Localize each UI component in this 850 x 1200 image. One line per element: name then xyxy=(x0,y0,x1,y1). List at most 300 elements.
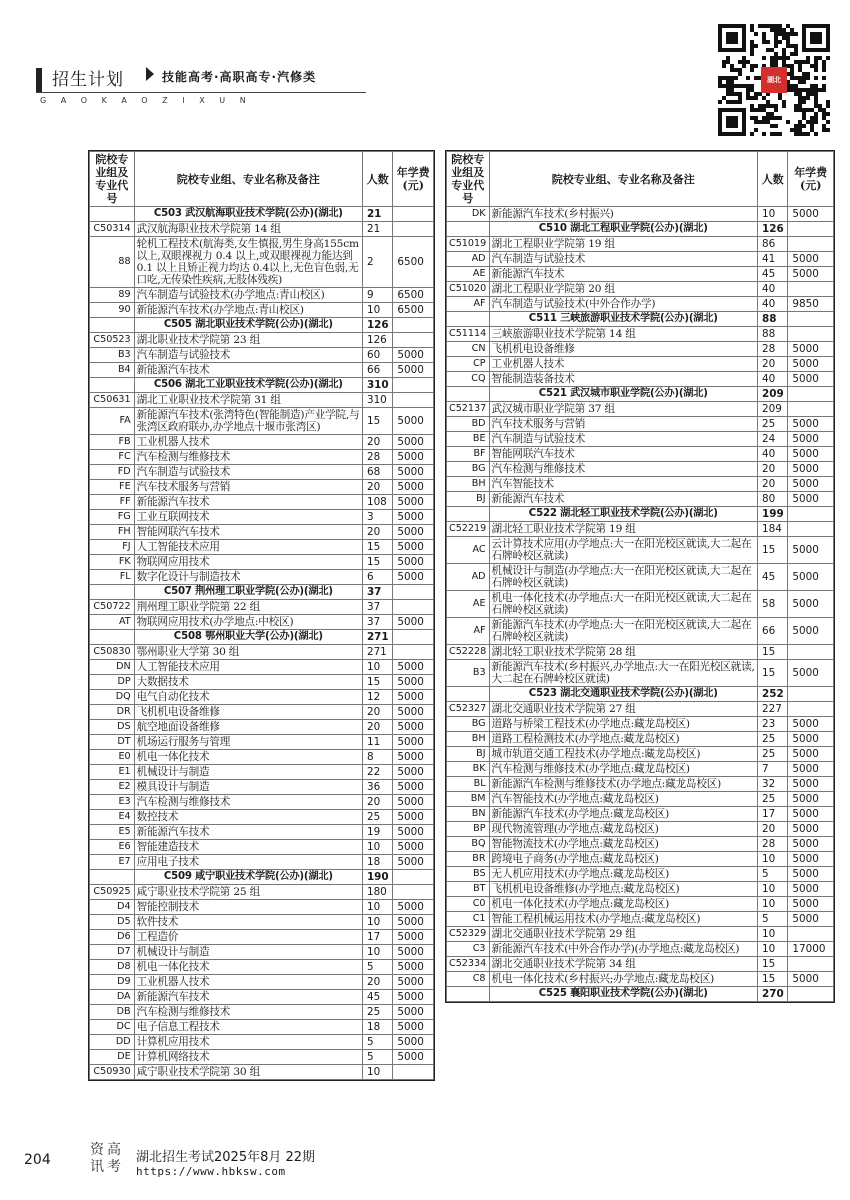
name-cell: 机场运行服务与管理 xyxy=(134,735,362,750)
name-cell: C525 襄阳职业技术学院(公办)(湖北) xyxy=(489,987,757,1002)
code-cell: FE xyxy=(90,480,135,495)
code-cell: D9 xyxy=(90,975,135,990)
code-cell: AE xyxy=(447,591,490,618)
publication-title: 湖北招生考试2025年8月 22期 xyxy=(136,1150,316,1165)
code-cell: CP xyxy=(447,357,490,372)
major-row xyxy=(90,795,434,810)
name-cell: 机电一体化技术(办学地点:藏龙岛校区) xyxy=(489,897,757,912)
name-cell: 机械设计与制造 xyxy=(134,765,362,780)
fee-cell: 5000 xyxy=(788,342,834,357)
major-row xyxy=(90,510,434,525)
fee-cell: 5000 xyxy=(393,915,434,930)
count-cell: 40 xyxy=(758,372,788,387)
code-cell xyxy=(447,222,490,237)
fee-cell: 5000 xyxy=(788,837,834,852)
fee-cell: 5000 xyxy=(788,972,834,987)
name-cell: 新能源汽车技术(中外合作办学)(办学地点:藏龙岛校区) xyxy=(489,942,757,957)
group-row xyxy=(447,522,834,537)
fee-cell: 5000 xyxy=(393,435,434,450)
major-row xyxy=(90,780,434,795)
count-cell: 180 xyxy=(362,885,392,900)
fee-cell: 5000 xyxy=(393,525,434,540)
code-cell: BJ xyxy=(447,492,490,507)
major-row xyxy=(447,477,834,492)
fee-cell xyxy=(393,630,434,645)
fee-cell xyxy=(788,222,834,237)
code-cell: DP xyxy=(90,675,135,690)
major-row xyxy=(447,660,834,687)
name-cell: 数字化设计与制造技术 xyxy=(134,570,362,585)
code-cell: C50925 xyxy=(90,885,135,900)
code-cell: C52327 xyxy=(447,702,490,717)
fee-cell: 5000 xyxy=(788,882,834,897)
code-cell: AT xyxy=(90,615,135,630)
fee-cell: 5000 xyxy=(393,495,434,510)
name-cell: 数控技术 xyxy=(134,810,362,825)
major-row xyxy=(447,618,834,645)
code-cell: FH xyxy=(90,525,135,540)
name-cell: 道路与桥梁工程技术(办学地点:藏龙岛校区) xyxy=(489,717,757,732)
code-cell: DS xyxy=(90,720,135,735)
group-row xyxy=(447,237,834,252)
fee-cell: 5000 xyxy=(393,1005,434,1020)
count-cell: 20 xyxy=(362,720,392,735)
count-cell: 37 xyxy=(362,585,392,600)
fee-cell: 5000 xyxy=(788,852,834,867)
header-count: 人数 xyxy=(362,152,392,207)
count-cell: 20 xyxy=(362,795,392,810)
major-row xyxy=(90,435,434,450)
count-cell: 37 xyxy=(362,600,392,615)
count-cell: 88 xyxy=(758,327,788,342)
name-cell: 模具设计与制造 xyxy=(134,780,362,795)
group-row xyxy=(90,393,434,408)
code-cell: C8 xyxy=(447,972,490,987)
fee-cell: 5000 xyxy=(788,717,834,732)
fee-cell xyxy=(393,393,434,408)
code-cell xyxy=(447,987,490,1002)
code-cell: C51020 xyxy=(447,282,490,297)
major-row xyxy=(90,660,434,675)
name-cell: 新能源汽车技术(张湾特色(智能制造)产业学院,与张湾区政府联办,办学地点十堰市张湾区) xyxy=(134,408,362,435)
name-cell: 汽车制造与试验技术 xyxy=(489,432,757,447)
group-row xyxy=(90,1065,434,1080)
major-row xyxy=(447,717,834,732)
table-body-right xyxy=(447,207,834,1002)
fee-cell: 5000 xyxy=(788,591,834,618)
name-cell: 跨境电子商务(办学地点:藏龙岛校区) xyxy=(489,852,757,867)
name-cell: C505 湖北职业技术学院(公办)(湖北) xyxy=(134,318,362,333)
code-cell: BR xyxy=(447,852,490,867)
school-row xyxy=(447,687,834,702)
major-row xyxy=(90,735,434,750)
name-cell: 应用电子技术 xyxy=(134,855,362,870)
count-cell: 20 xyxy=(362,705,392,720)
fee-cell: 5000 xyxy=(788,732,834,747)
code-cell: E0 xyxy=(90,750,135,765)
group-row xyxy=(90,645,434,660)
school-row xyxy=(90,630,434,645)
qr-badge: 湖北 xyxy=(761,67,787,93)
code-cell: D5 xyxy=(90,915,135,930)
count-cell: 7 xyxy=(758,762,788,777)
count-cell: 17 xyxy=(362,930,392,945)
table-header-row xyxy=(90,152,434,207)
code-cell: BL xyxy=(447,777,490,792)
count-cell: 2 xyxy=(362,237,392,288)
major-row xyxy=(90,855,434,870)
major-row xyxy=(447,432,834,447)
major-row xyxy=(90,810,434,825)
code-cell xyxy=(90,378,135,393)
school-row xyxy=(90,870,434,885)
count-cell: 8 xyxy=(362,750,392,765)
school-row xyxy=(90,378,434,393)
fee-cell xyxy=(393,600,434,615)
name-cell: 机电一体化技术 xyxy=(134,750,362,765)
triangle-icon xyxy=(146,67,154,81)
count-cell: 10 xyxy=(758,882,788,897)
fee-cell: 5000 xyxy=(393,810,434,825)
fee-cell xyxy=(788,927,834,942)
fee-cell: 5000 xyxy=(788,417,834,432)
name-cell: 湖北工业职业技术学院第 31 组 xyxy=(134,393,362,408)
publication-url[interactable]: https://www.hbksw.com xyxy=(136,1165,286,1178)
count-cell: 22 xyxy=(362,765,392,780)
code-cell: DC xyxy=(90,1020,135,1035)
major-row xyxy=(90,495,434,510)
fee-cell: 5000 xyxy=(393,540,434,555)
major-row xyxy=(447,417,834,432)
name-cell: 现代物流管理(办学地点:藏龙岛校区) xyxy=(489,822,757,837)
code-cell: C3 xyxy=(447,942,490,957)
code-cell: BP xyxy=(447,822,490,837)
fee-cell: 5000 xyxy=(788,267,834,282)
code-cell: AD xyxy=(447,564,490,591)
name-cell: 机械设计与制造(办学地点:大一在阳光校区就读,大二起在石牌岭校区就读) xyxy=(489,564,757,591)
name-cell: C503 武汉航海职业技术学院(公办)(湖北) xyxy=(134,207,362,222)
major-row xyxy=(447,882,834,897)
table-body-left xyxy=(90,207,434,1080)
fee-cell xyxy=(393,378,434,393)
code-cell: AD xyxy=(447,252,490,267)
count-cell: 15 xyxy=(758,972,788,987)
count-cell: 10 xyxy=(362,660,392,675)
count-cell: 310 xyxy=(362,378,392,393)
fee-cell: 5000 xyxy=(393,615,434,630)
count-cell: 15 xyxy=(362,540,392,555)
name-cell: 新能源汽车技术 xyxy=(134,825,362,840)
code-cell: FG xyxy=(90,510,135,525)
count-cell: 45 xyxy=(758,564,788,591)
count-cell: 10 xyxy=(758,897,788,912)
major-row xyxy=(90,540,434,555)
count-cell: 40 xyxy=(758,297,788,312)
name-cell: 汽车制造与试验技术 xyxy=(134,465,362,480)
fee-cell xyxy=(393,585,434,600)
count-cell: 20 xyxy=(362,480,392,495)
name-cell: 飞机机电设备维修 xyxy=(134,705,362,720)
group-row xyxy=(447,327,834,342)
code-cell: BS xyxy=(447,867,490,882)
section-header xyxy=(36,58,376,104)
code-cell: AF xyxy=(447,618,490,645)
major-row xyxy=(90,990,434,1005)
count-cell: 25 xyxy=(758,792,788,807)
major-row xyxy=(447,372,834,387)
name-cell: 咸宁职业技术学院第 30 组 xyxy=(134,1065,362,1080)
name-cell: 工业机器人技术 xyxy=(134,435,362,450)
major-row xyxy=(90,615,434,630)
name-cell: 智能网联汽车技术 xyxy=(134,525,362,540)
count-cell: 209 xyxy=(758,402,788,417)
major-row xyxy=(90,1035,434,1050)
count-cell: 25 xyxy=(362,1005,392,1020)
major-row xyxy=(90,705,434,720)
name-cell: 新能源汽车技术 xyxy=(134,495,362,510)
section-title: 招生计划 xyxy=(52,70,124,90)
count-cell: 15 xyxy=(362,555,392,570)
fee-cell: 5000 xyxy=(788,564,834,591)
name-cell: 人工智能技术应用 xyxy=(134,540,362,555)
name-cell: 湖北交通职业技术学院第 29 组 xyxy=(489,927,757,942)
name-cell: 湖北交通职业技术学院第 27 组 xyxy=(489,702,757,717)
major-row xyxy=(90,480,434,495)
fee-cell xyxy=(393,1065,434,1080)
fee-cell: 5000 xyxy=(788,252,834,267)
count-cell: 20 xyxy=(758,357,788,372)
code-cell: D7 xyxy=(90,945,135,960)
code-cell xyxy=(90,630,135,645)
code-cell: BQ xyxy=(447,837,490,852)
name-cell: 轮机工程技术(航海类,女生慎报,男生身高155cm 以上,双眼裸视力 0.4 以上,或双眼裸视力能达到 0.1 以上且矫正视力均达 0.4以上,无色盲色弱,无口吃,无传染性疾病,无肢体残疾) xyxy=(134,237,362,288)
fee-cell: 5000 xyxy=(393,465,434,480)
major-row xyxy=(447,207,834,222)
header-name: 院校专业组、专业名称及备注 xyxy=(489,152,757,207)
code-cell: BN xyxy=(447,807,490,822)
name-cell: 汽车检测与维修技术 xyxy=(134,795,362,810)
code-cell: AF xyxy=(447,297,490,312)
name-cell: 智能建造技术 xyxy=(134,840,362,855)
fee-cell: 6500 xyxy=(393,303,434,318)
major-row xyxy=(90,1005,434,1020)
count-cell: 24 xyxy=(758,432,788,447)
school-row xyxy=(90,318,434,333)
major-row xyxy=(90,450,434,465)
code-cell xyxy=(447,387,490,402)
code-cell: C52137 xyxy=(447,402,490,417)
count-cell: 199 xyxy=(758,507,788,522)
major-row xyxy=(90,960,434,975)
fee-cell: 5000 xyxy=(788,618,834,645)
table-header-row xyxy=(447,152,834,207)
major-row xyxy=(90,915,434,930)
count-cell: 80 xyxy=(758,492,788,507)
fee-cell: 5000 xyxy=(393,735,434,750)
name-cell: 汽车技术服务与营销 xyxy=(134,480,362,495)
header-divider xyxy=(36,92,366,93)
page-number: 204 xyxy=(24,1152,51,1168)
fee-cell xyxy=(788,312,834,327)
code-cell: E7 xyxy=(90,855,135,870)
name-cell: C521 武汉城市职业学院(公办)(湖北) xyxy=(489,387,757,402)
school-row xyxy=(447,507,834,522)
code-cell: C1 xyxy=(447,912,490,927)
code-cell: D6 xyxy=(90,930,135,945)
code-cell: BG xyxy=(447,717,490,732)
code-cell xyxy=(90,207,135,222)
count-cell: 10 xyxy=(758,942,788,957)
code-cell: AE xyxy=(447,267,490,282)
publisher-logo: 资高讯考 xyxy=(90,1142,124,1175)
name-cell: 智能工程机械运用技术(办学地点:藏龙岛校区) xyxy=(489,912,757,927)
count-cell: 12 xyxy=(362,690,392,705)
count-cell: 15 xyxy=(758,645,788,660)
fee-cell: 5000 xyxy=(393,555,434,570)
fee-cell xyxy=(393,885,434,900)
fee-cell xyxy=(788,402,834,417)
code-cell: B4 xyxy=(90,363,135,378)
fee-cell: 5000 xyxy=(393,855,434,870)
count-cell: 25 xyxy=(758,732,788,747)
fee-cell: 5000 xyxy=(788,447,834,462)
code-cell: C52219 xyxy=(447,522,490,537)
count-cell: 126 xyxy=(758,222,788,237)
school-row xyxy=(90,207,434,222)
fee-cell: 5000 xyxy=(393,900,434,915)
fee-cell xyxy=(788,522,834,537)
code-cell: DA xyxy=(90,990,135,1005)
school-row xyxy=(90,585,434,600)
major-row xyxy=(447,492,834,507)
fee-cell xyxy=(788,507,834,522)
fee-cell xyxy=(788,237,834,252)
code-cell: BT xyxy=(447,882,490,897)
count-cell: 19 xyxy=(362,825,392,840)
fee-cell xyxy=(393,207,434,222)
fee-cell: 5000 xyxy=(788,537,834,564)
count-cell: 58 xyxy=(758,591,788,618)
major-row xyxy=(90,363,434,378)
count-cell: 66 xyxy=(362,363,392,378)
fee-cell: 6500 xyxy=(393,288,434,303)
code-cell xyxy=(447,687,490,702)
major-row xyxy=(90,945,434,960)
name-cell: 飞机机电设备维修(办学地点:藏龙岛校区) xyxy=(489,882,757,897)
count-cell: 15 xyxy=(362,675,392,690)
major-row xyxy=(90,750,434,765)
fee-cell: 5000 xyxy=(393,960,434,975)
school-row xyxy=(447,312,834,327)
major-row xyxy=(447,792,834,807)
header-count: 人数 xyxy=(758,152,788,207)
code-cell: E2 xyxy=(90,780,135,795)
count-cell: 227 xyxy=(758,702,788,717)
count-cell: 11 xyxy=(362,735,392,750)
major-row xyxy=(90,720,434,735)
major-row xyxy=(447,942,834,957)
fee-cell: 5000 xyxy=(393,930,434,945)
code-cell: C0 xyxy=(447,897,490,912)
name-cell: 城市轨道交通工程技术(办学地点:藏龙岛校区) xyxy=(489,747,757,762)
count-cell: 10 xyxy=(362,915,392,930)
fee-cell xyxy=(788,387,834,402)
name-cell: 汽车检测与维修技术(办学地点:藏龙岛校区) xyxy=(489,762,757,777)
fee-cell: 5000 xyxy=(788,912,834,927)
major-row xyxy=(90,930,434,945)
major-row xyxy=(447,867,834,882)
fee-cell: 5000 xyxy=(788,492,834,507)
group-row xyxy=(447,957,834,972)
code-cell: DD xyxy=(90,1035,135,1050)
major-row xyxy=(447,564,834,591)
group-row xyxy=(90,333,434,348)
fee-cell: 6500 xyxy=(393,237,434,288)
count-cell: 21 xyxy=(362,222,392,237)
major-row xyxy=(90,1020,434,1035)
major-row xyxy=(447,267,834,282)
name-cell: 航空地面设备维修 xyxy=(134,720,362,735)
fee-cell xyxy=(393,870,434,885)
school-row xyxy=(447,387,834,402)
major-row xyxy=(447,297,834,312)
name-cell: 荆州理工职业学院第 22 组 xyxy=(134,600,362,615)
name-cell: C510 湖北工程职业学院(公办)(湖北) xyxy=(489,222,757,237)
fee-cell: 5000 xyxy=(788,792,834,807)
fee-cell: 5000 xyxy=(788,207,834,222)
name-cell: 大数据技术 xyxy=(134,675,362,690)
code-cell: FD xyxy=(90,465,135,480)
fee-cell: 5000 xyxy=(393,840,434,855)
major-row xyxy=(447,747,834,762)
count-cell: 10 xyxy=(362,1065,392,1080)
count-cell: 20 xyxy=(758,822,788,837)
fee-cell: 5000 xyxy=(788,432,834,447)
name-cell: 汽车制造与试验技术(办学地点:青山校区) xyxy=(134,288,362,303)
name-cell: 汽车制造与试验技术 xyxy=(489,252,757,267)
name-cell: 机电一体化技术(乡村振兴;办学地点:藏龙岛校区) xyxy=(489,972,757,987)
header-fee: 年学费(元) xyxy=(788,152,834,207)
major-row xyxy=(90,555,434,570)
count-cell: 68 xyxy=(362,465,392,480)
code-cell: FA xyxy=(90,408,135,435)
name-cell: 汽车智能技术 xyxy=(489,477,757,492)
count-cell: 37 xyxy=(362,615,392,630)
count-cell: 86 xyxy=(758,237,788,252)
name-cell: C506 湖北工业职业技术学院(公办)(湖北) xyxy=(134,378,362,393)
fee-cell: 5000 xyxy=(788,867,834,882)
name-cell: 新能源汽车技术(乡村振兴,办学地点:大一在阳光校区就读,大二起在石牌岭校区就读) xyxy=(489,660,757,687)
code-cell: BH xyxy=(447,477,490,492)
code-cell: B3 xyxy=(90,348,135,363)
major-row xyxy=(447,591,834,618)
fee-cell: 5000 xyxy=(393,408,434,435)
name-cell: 新能源汽车技术 xyxy=(134,363,362,378)
count-cell: 25 xyxy=(362,810,392,825)
qr-code[interactable] xyxy=(718,24,830,136)
code-cell: 90 xyxy=(90,303,135,318)
code-cell: C52228 xyxy=(447,645,490,660)
count-cell: 108 xyxy=(362,495,392,510)
enrollment-table-left xyxy=(88,150,435,1081)
major-row xyxy=(447,252,834,267)
name-cell: 新能源汽车技术 xyxy=(489,492,757,507)
name-cell: 新能源汽车检测与维修技术(办学地点:藏龙岛校区) xyxy=(489,777,757,792)
count-cell: 5 xyxy=(362,1050,392,1065)
count-cell: 10 xyxy=(362,840,392,855)
name-cell: 智能控制技术 xyxy=(134,900,362,915)
code-cell: 89 xyxy=(90,288,135,303)
